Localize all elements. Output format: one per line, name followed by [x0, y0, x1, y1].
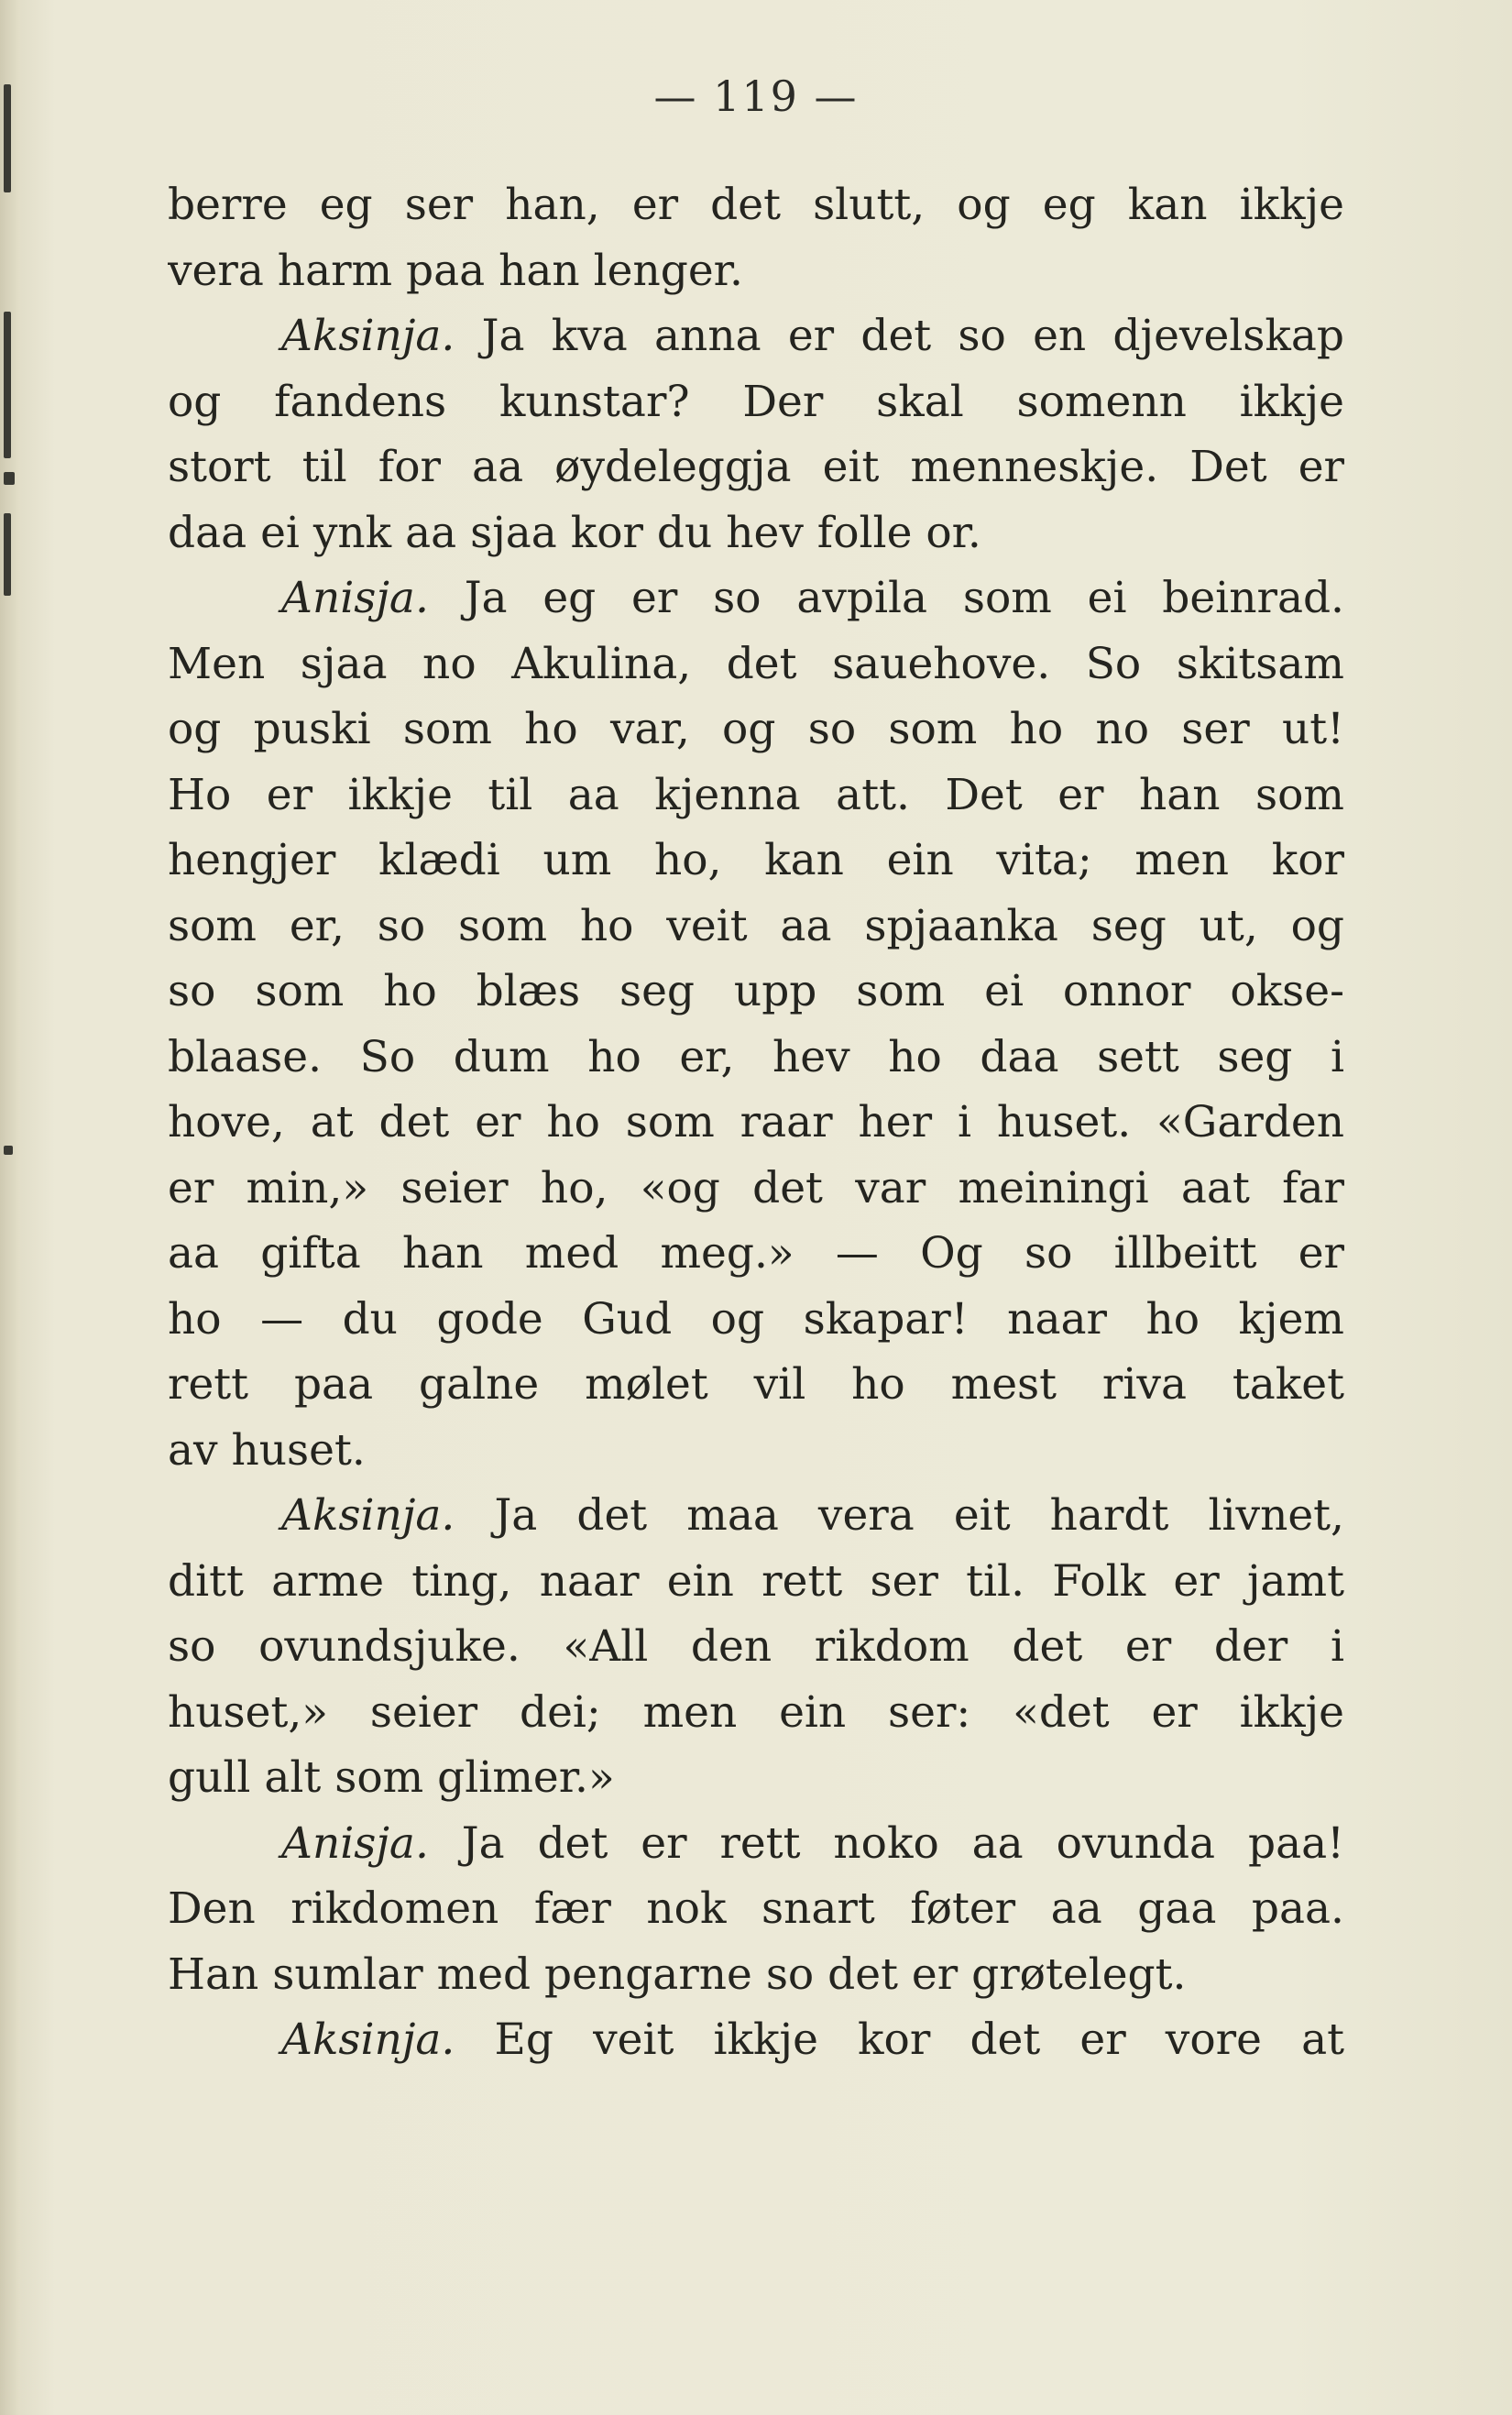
- line-text: Ho er ikkje til aa kjenna att. Det er han som: [168, 769, 1344, 820]
- text-line: [168, 1876, 1344, 1942]
- body-text: [168, 172, 1344, 2073]
- text-line: [168, 828, 1344, 894]
- line-text: og puski som ho var, og so som ho no ser ut!: [168, 704, 1344, 754]
- line-text: som er, so som ho veit aa spjaanka seg ut, og: [168, 900, 1344, 951]
- text-line: [168, 1025, 1344, 1091]
- text-line: [168, 434, 1344, 500]
- speaker-name: Aksinja.: [281, 2014, 455, 2065]
- line-text: og fandens kunstar? Der skal somenn ikkje: [168, 376, 1344, 427]
- text-line: [168, 1614, 1344, 1680]
- page-binding-edge: [0, 0, 20, 2415]
- line-text: Ja eg er so avpila som ei beinrad.: [428, 573, 1344, 623]
- speaker-name: Aksinja.: [281, 1490, 455, 1541]
- line-text: so som ho blæs seg upp som ei onnor okse-: [168, 966, 1344, 1016]
- line-text: Den rikdomen fær nok snart føter aa gaa paa.: [168, 1883, 1344, 1934]
- edge-mark: [4, 472, 15, 485]
- text-line: [168, 2007, 1344, 2073]
- line-text: so ovundsjuke. «All den rikdom det er der i: [168, 1621, 1344, 1672]
- line-text: Eg veit ikkje kor det er vore at: [455, 2014, 1344, 2065]
- line-text: huset,» seier dei; men ein ser: «det er ikkje: [168, 1686, 1344, 1738]
- text-line: [168, 238, 1344, 304]
- text-line: [168, 631, 1344, 697]
- line-text: av huset.: [168, 1424, 366, 1476]
- text-line: [168, 1221, 1344, 1287]
- line-text: blaase. So dum ho er, hev ho daa sett seg i: [168, 1031, 1344, 1082]
- line-text: rett paa galne mølet vil ho mest riva taket: [168, 1359, 1344, 1410]
- line-text: vera harm paa han lenger.: [168, 245, 743, 296]
- line-text: aa gifta han med meg.» — Og so illbeitt er: [168, 1228, 1344, 1279]
- line-text: Ja kva anna er det so en djevelskap: [455, 311, 1344, 361]
- line-text: Han sumlar med pengarne so det er grøtelegt.: [168, 1948, 1187, 2000]
- text-line: [168, 1418, 1344, 1484]
- line-text: berre eg ser han, er det slutt, og eg kan ikkje: [168, 180, 1344, 230]
- line-text: Ja det maa vera eit hardt livnet,: [455, 1490, 1344, 1541]
- line-text: Men sjaa no Akulina, det sauehove. So skitsam: [168, 638, 1344, 689]
- text-line: [168, 763, 1344, 829]
- edge-mark: [4, 513, 11, 596]
- text-line: [168, 1287, 1344, 1353]
- text-line: [168, 565, 1344, 631]
- speaker-name: Aksinja.: [281, 311, 455, 361]
- text-line: [168, 500, 1344, 566]
- text-line: [168, 1549, 1344, 1615]
- text-line: [168, 1483, 1344, 1549]
- text-line: [168, 959, 1344, 1025]
- text-line: [168, 894, 1344, 960]
- line-text: ditt arme ting, naar ein rett ser til. Folk er jamt: [168, 1555, 1344, 1607]
- text-line: [168, 1090, 1344, 1156]
- text-line: [168, 369, 1344, 435]
- line-text: gull alt som glimer.»: [168, 1752, 615, 1803]
- edge-mark: [4, 312, 11, 458]
- line-text: ho — du gode Gud og skapar! naar ho kjem: [168, 1293, 1344, 1345]
- text-line: [168, 697, 1344, 763]
- line-text: hove, at det er ho som raar her i huset. «Garden: [168, 1097, 1344, 1147]
- text-line: [168, 1352, 1344, 1418]
- edge-mark: [4, 1146, 13, 1155]
- text-line: [168, 1942, 1344, 2008]
- text-line: [168, 1680, 1344, 1746]
- line-text: stort til for aa øydeleggja eit menneskje. Det er: [168, 442, 1344, 492]
- text-line: [168, 1156, 1344, 1222]
- text-line: [168, 303, 1344, 369]
- page-number: — 119 —: [653, 71, 859, 121]
- speaker-name: Anisja.: [281, 573, 429, 623]
- line-text: hengjer klædi um ho, kan ein vita; men kor: [168, 835, 1344, 885]
- line-text: daa ei ynk aa sjaa kor du hev folle or.: [168, 507, 981, 558]
- line-text: er min,» seier ho, «og det var meiningi aat far: [168, 1162, 1344, 1213]
- text-line: [168, 172, 1344, 238]
- text-line: [168, 1745, 1344, 1811]
- line-text: Ja det er rett noko aa ovunda paa!: [428, 1817, 1344, 1869]
- speaker-name: Anisja.: [281, 1817, 429, 1869]
- text-line: [168, 1811, 1344, 1877]
